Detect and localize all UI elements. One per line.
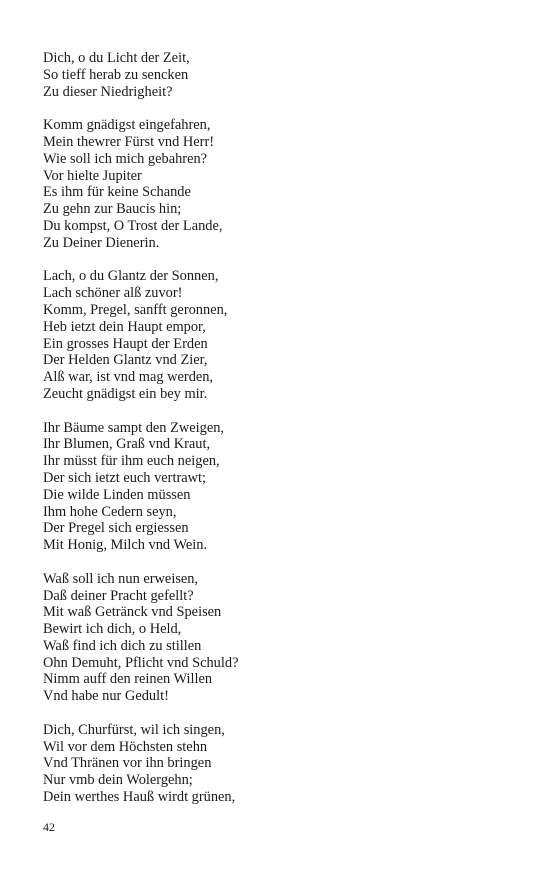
verse-line: Ihr müsst für ihm euch neigen, <box>43 453 220 470</box>
stanza <box>43 268 523 402</box>
poem-page <box>43 50 523 823</box>
page-number: 42 <box>43 820 55 834</box>
verse-line: Vnd Thränen vor ihn bringen <box>43 755 212 772</box>
verse-line: Ihr Bäume sampt den Zweigen, <box>43 419 225 436</box>
verse-line: Lach schöner alß zuvor! <box>43 285 183 302</box>
verse-line: Du kompst, O Trost der Lande, <box>43 217 223 234</box>
verse-line: Ihm hohe Cedern seyn, <box>43 503 177 520</box>
verse-line: Der Pregel sich ergiessen <box>43 520 189 537</box>
verse-line: Mit Honig, Milch vnd Wein. <box>43 537 208 554</box>
verse-line: Dich, Churfürst, wil ich singen, <box>43 721 225 738</box>
verse-line: Die wilde Linden müssen <box>43 486 191 503</box>
stanza <box>43 50 523 100</box>
verse-line: Der sich ietzt euch vertrawt; <box>43 469 207 486</box>
verse-line: Dich, o du Licht der Zeit, <box>43 50 190 66</box>
verse-line: Zu dieser Niedrigheit? <box>43 83 173 100</box>
verse-line: Nimm auff den reinen Willen <box>43 671 213 688</box>
verse-line: Waß find ich dich zu stillen <box>43 637 202 654</box>
stanza <box>43 117 523 251</box>
stanza <box>43 571 523 705</box>
verse-line: Lach, o du Glantz der Sonnen, <box>43 268 219 285</box>
poem-text <box>43 50 523 806</box>
verse-line: Wie soll ich mich gebahren? <box>43 150 208 167</box>
verse-line: Bewirt ich dich, o Held, <box>43 621 182 638</box>
stanza <box>43 420 523 554</box>
verse-line: Vor hielte Jupiter <box>43 167 142 184</box>
verse-line: Komm, Pregel, sanfft geronnen, <box>43 301 228 318</box>
verse-line: Waß soll ich nun erweisen, <box>43 570 199 587</box>
verse-line: Ohn Demuht, Pflicht vnd Schuld? <box>43 654 239 671</box>
verse-line: Zu Deiner Dienerin. <box>43 234 160 251</box>
verse-line: Ihr Blumen, Graß vnd Kraut, <box>43 436 211 453</box>
verse-line: Mein thewrer Fürst vnd Herr! <box>43 133 215 150</box>
verse-line: Alß war, ist vnd mag werden, <box>43 369 214 386</box>
verse-line: Mit waß Getränck vnd Speisen <box>43 604 222 621</box>
verse-line: Daß deiner Pracht gefellt? <box>43 587 194 604</box>
stanza <box>43 722 523 806</box>
verse-line: So tieff herab zu sencken <box>43 66 189 83</box>
verse-line: Zeucht gnädigst ein bey mir. <box>43 385 208 402</box>
verse-line: Der Helden Glantz vnd Zier, <box>43 352 208 369</box>
verse-line: Dein werthes Hauß wirdt grünen, <box>43 789 236 806</box>
verse-line: Vnd habe nur Gedult! <box>43 688 169 705</box>
verse-line: Es ihm für keine Schande <box>43 184 191 201</box>
verse-line: Heb ietzt dein Haupt empor, <box>43 318 206 335</box>
verse-line: Ein grosses Haupt der Erden <box>43 335 208 352</box>
verse-line: Komm gnädigst eingefahren, <box>43 117 211 134</box>
verse-line: Wil vor dem Höchsten stehn <box>43 738 208 755</box>
verse-line: Zu gehn zur Baucis hin; <box>43 201 182 218</box>
verse-line: Nur vmb dein Wolergehn; <box>43 772 193 789</box>
